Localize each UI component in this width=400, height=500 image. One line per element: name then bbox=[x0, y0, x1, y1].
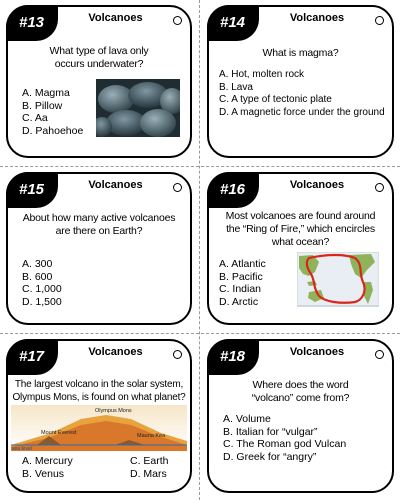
card-number-badge: #18 bbox=[207, 339, 259, 375]
label-olympus-mons: Olympus Mons bbox=[95, 408, 132, 414]
card-title: Volcanoes bbox=[88, 12, 143, 24]
punch-hole-icon bbox=[173, 183, 182, 192]
question-card-14 bbox=[207, 5, 394, 158]
answer-b: B. Pillow bbox=[22, 99, 63, 112]
answer-b: B. Italian for “vulgar” bbox=[223, 425, 318, 438]
answer-list bbox=[22, 455, 176, 481]
answer-c: C. Aa bbox=[22, 112, 48, 124]
answer-b: B. Venus bbox=[22, 467, 65, 480]
label-sea-level: sea level bbox=[12, 446, 32, 451]
question-card-13 bbox=[6, 5, 192, 158]
answer-b: B. Pacific bbox=[219, 270, 263, 283]
answer-a: A. Hot, molten rock bbox=[219, 69, 305, 80]
answer-a: A. 300 bbox=[22, 258, 53, 270]
card-number-badge: #15 bbox=[6, 172, 58, 208]
answer-a: A. Magma bbox=[22, 87, 70, 99]
answer-list bbox=[22, 258, 62, 308]
question-text: The largest volcano in the solar system, Olympus Mons, is found on what planet? bbox=[12, 379, 186, 403]
answer-list bbox=[22, 87, 83, 137]
answer-d: D. A magnetic force under the ground bbox=[219, 106, 385, 118]
answer-list bbox=[219, 69, 385, 119]
answer-list bbox=[219, 258, 266, 308]
pillow-lava-photo bbox=[96, 79, 180, 137]
question-card-16 bbox=[207, 172, 394, 325]
punch-hole-icon bbox=[375, 350, 384, 359]
card-title: Volcanoes bbox=[88, 179, 143, 191]
ring-of-fire-map bbox=[297, 252, 379, 307]
answer-c: C. 1,000 bbox=[22, 283, 62, 295]
question-card-15 bbox=[6, 172, 192, 325]
punch-hole-icon bbox=[173, 16, 182, 25]
answer-b: B. 600 bbox=[22, 270, 53, 283]
question-text: What type of lava only occurs underwater? bbox=[49, 45, 149, 70]
answer-d: D. Pahoehoe bbox=[22, 124, 84, 137]
answer-d: D. Greek for “angry” bbox=[223, 450, 317, 463]
label-mauna-kea: Mauna Kea bbox=[137, 433, 166, 439]
question-text: What is magma? bbox=[262, 47, 339, 59]
card-title: Volcanoes bbox=[289, 179, 345, 191]
card-number-badge: #16 bbox=[207, 172, 259, 208]
question-card-18 bbox=[207, 339, 394, 493]
answer-b: B. Lava bbox=[219, 81, 253, 93]
answer-d: D. 1,500 bbox=[22, 295, 62, 308]
cut-line-vertical bbox=[199, 0, 200, 500]
answer-c: C. A type of tectonic plate bbox=[219, 94, 332, 105]
question-card-17 bbox=[6, 339, 192, 493]
question-text: Most volcanoes are found around the “Ring of Fire,” which encircles what ocean? bbox=[225, 210, 376, 248]
question-text: About how many active volcanoes are there on Earth? bbox=[22, 212, 176, 237]
card-number-badge: #17 bbox=[6, 339, 58, 375]
card-title: Volcanoes bbox=[289, 12, 345, 24]
cut-line-horizontal bbox=[0, 166, 400, 167]
card-title: Volcanoes bbox=[88, 346, 143, 358]
answer-a: A. Atlantic bbox=[219, 258, 266, 270]
cut-line-horizontal bbox=[0, 333, 400, 334]
card-number-badge: #14 bbox=[207, 5, 259, 41]
answer-d: D. Mars bbox=[130, 467, 167, 480]
answer-a: A. Mercury bbox=[22, 455, 73, 467]
answer-a: A. Volume bbox=[223, 413, 271, 425]
answer-c: C. Earth bbox=[130, 455, 169, 467]
answer-list bbox=[223, 413, 346, 463]
answer-c: C. The Roman god Vulcan bbox=[223, 438, 347, 450]
card-title: Volcanoes bbox=[289, 346, 345, 358]
punch-hole-icon bbox=[173, 350, 182, 359]
answer-c: C. Indian bbox=[219, 283, 262, 295]
card-number-badge: #13 bbox=[6, 5, 58, 41]
punch-hole-icon bbox=[375, 16, 384, 25]
question-text: Where does the word “volcano” come from? bbox=[251, 379, 350, 404]
answer-d: D. Arctic bbox=[219, 295, 259, 308]
punch-hole-icon bbox=[375, 183, 384, 192]
volcano-height-comparison-figure bbox=[11, 405, 187, 451]
label-mount-everest: Mount Everest bbox=[41, 430, 77, 436]
